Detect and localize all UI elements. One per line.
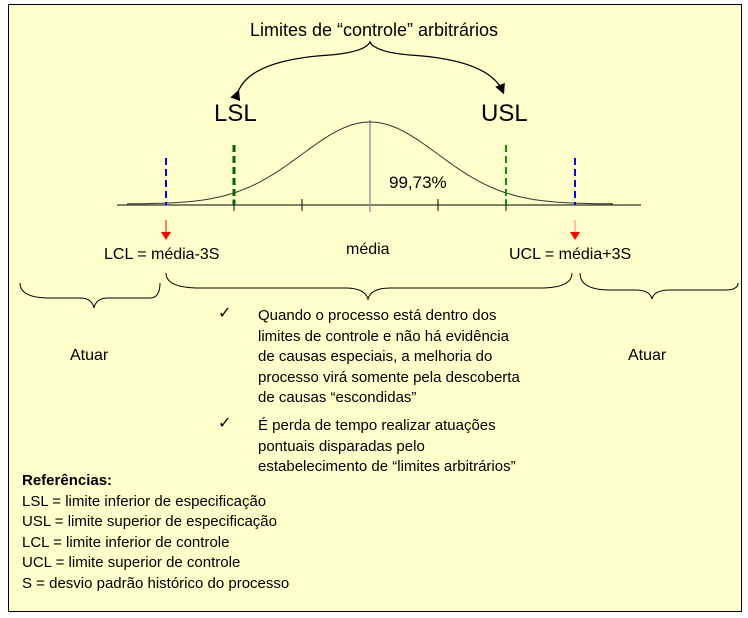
bullet-line: É perda de tempo realizar atuações — [258, 417, 496, 434]
bullet-line: de causas “escondidas” — [258, 389, 417, 406]
lcl-label: LCL = média-3S — [104, 246, 220, 263]
diagram-title: Limites de “controle” arbitrários — [249, 20, 499, 40]
brace-left — [20, 283, 160, 308]
references — [22, 471, 289, 594]
reference-item: USL = limite superior de especificação — [22, 513, 277, 530]
mean-label: média — [346, 241, 390, 258]
bullet-line: estabelecimento de “limites arbitrários” — [258, 458, 516, 475]
curved-double-arrow — [238, 42, 503, 92]
check-icon: ✓ — [218, 305, 232, 322]
act-right-label: Atuar — [628, 347, 667, 364]
bullet-line: processo virá somente pela descoberta — [258, 368, 520, 386]
reference-item: S = desvio padrão histórico do processo — [22, 574, 290, 592]
act-left-label: Atuar — [70, 347, 109, 364]
lsl-label: LSL — [214, 100, 257, 127]
ucl-label: UCL = média+3S — [509, 246, 632, 263]
usl-label: USL — [481, 100, 528, 127]
reference-item: UCL = limite superior de controle — [22, 554, 241, 571]
reference-item: LCL = limite inferior de controle — [22, 533, 230, 551]
bullet-1 — [258, 306, 520, 409]
percent-label: 99,73% — [389, 173, 447, 192]
bullet-line: de causas especiais, a melhoria do — [258, 348, 493, 365]
lcl-arrow — [161, 220, 171, 240]
ucl-arrow — [570, 220, 580, 240]
bullet-line: pontuais disparadas pelo — [258, 437, 425, 455]
bullet-2 — [258, 416, 516, 478]
brace-right — [580, 273, 738, 299]
bullet-line: Quando o processo está dentro dos — [258, 307, 497, 324]
bullet-line: limites de controle e não há evidência — [258, 327, 509, 345]
references-heading: Referências: — [22, 472, 113, 489]
check-icon: ✓ — [218, 415, 232, 432]
brace-middle — [166, 273, 572, 299]
reference-item: LSL = limite inferior de especificação — [22, 492, 267, 510]
